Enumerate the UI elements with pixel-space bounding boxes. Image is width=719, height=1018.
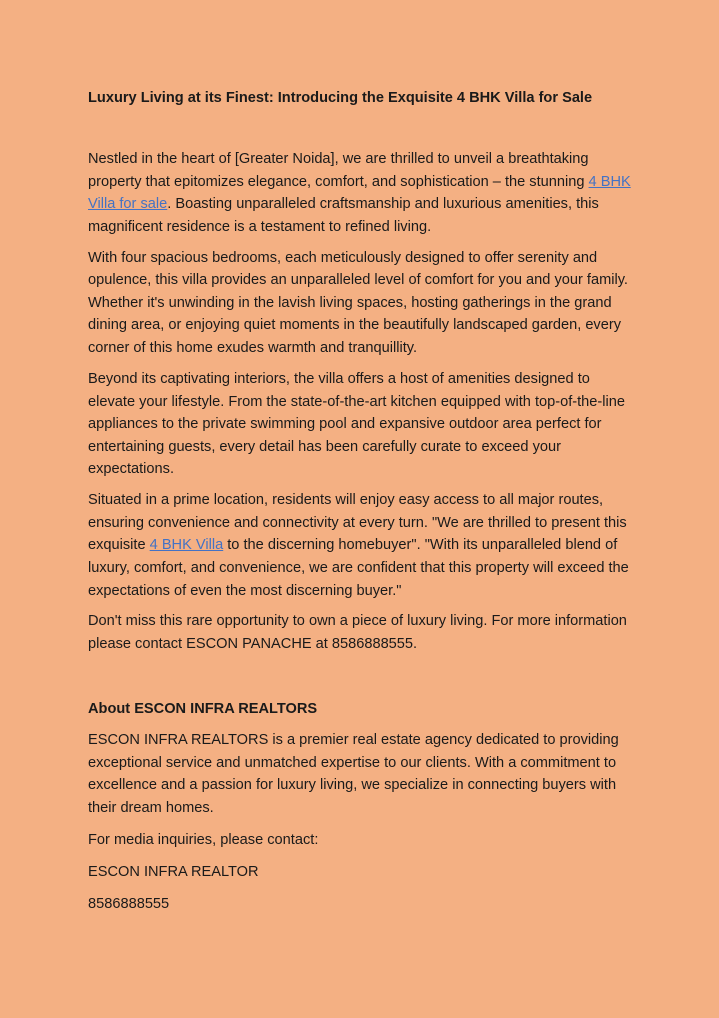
paragraph-location-text-end: to the discerning homebuyer". "With its unparalleled blend of luxury, comfort, and convenience, we are confident that this property will exceed the expectations of even the most discerning buyer." bbox=[88, 537, 629, 599]
media-inquiries-line: For media inquiries, please contact: bbox=[88, 831, 319, 848]
paragraph-contact: Don't miss this rare opportunity to own a piece of luxury living. For more information please contact ESCON PANACHE at 8586888555. bbox=[88, 613, 627, 653]
about-heading: About ESCON INFRA REALTORS bbox=[88, 701, 318, 717]
about-description: ESCON INFRA REALTORS is a premier real estate agency dedicated to providing exceptional service and unmatched expertise to our clients. With a commitment to excellence and a passion for luxury living, we specialize in connecting buyers with their dream homes. bbox=[88, 732, 619, 816]
contact-phone: 8586888555 bbox=[88, 896, 170, 913]
villa-for-sale-link[interactable]: 4 BHK Villa for sale bbox=[88, 173, 631, 213]
article-body bbox=[88, 148, 636, 664]
paragraph-intro-text-start: Nestled in the heart of [Greater Noida], we are thrilled to unveil a breathtaking property that epitomizes elegance, comfort, and sophistication – the stunning bbox=[88, 151, 589, 190]
page-title: Luxury Living at its Finest: Introducing the Exquisite 4 BHK Villa for Sale bbox=[88, 90, 593, 106]
paragraph-intro-text-end: . Boasting unparalleled craftsmanship and luxurious amenities, this magnificent residence is a testament to refined living. bbox=[88, 196, 599, 235]
paragraph-location bbox=[88, 489, 636, 602]
about-section bbox=[88, 698, 636, 925]
paragraph-bedrooms: With four spacious bedrooms, each meticulously designed to offer serenity and opulence, this villa provides an unparalleled level of comfort for you and your family. Whether it's unwinding in the lavish living spaces, hosting gatherings in the grand dining area, or enjoying quiet moments in the beautifully landscaped garden, every corner of this home exudes warmth and tranquillity. bbox=[88, 249, 628, 357]
paragraph-location-text-start: Situated in a prime location, residents will enjoy easy access to all major routes, ensuring convenience and connectivity at every turn. "We are thrilled to present this exquisite bbox=[88, 492, 627, 554]
contact-name: ESCON INFRA REALTOR bbox=[88, 863, 259, 880]
villa-link[interactable]: 4 BHK Villa bbox=[149, 537, 224, 554]
paragraph-amenities: Beyond its captivating interiors, the villa offers a host of amenities designed to elevate your lifestyle. From the state-of-the-art kitchen equipped with top-of-the-line appliances to the private swimming pool and expansive outdoor area perfect for entertaining guests, every detail has been carefully curate to exceed your expectations. bbox=[88, 370, 625, 478]
paragraph-intro bbox=[88, 148, 636, 238]
